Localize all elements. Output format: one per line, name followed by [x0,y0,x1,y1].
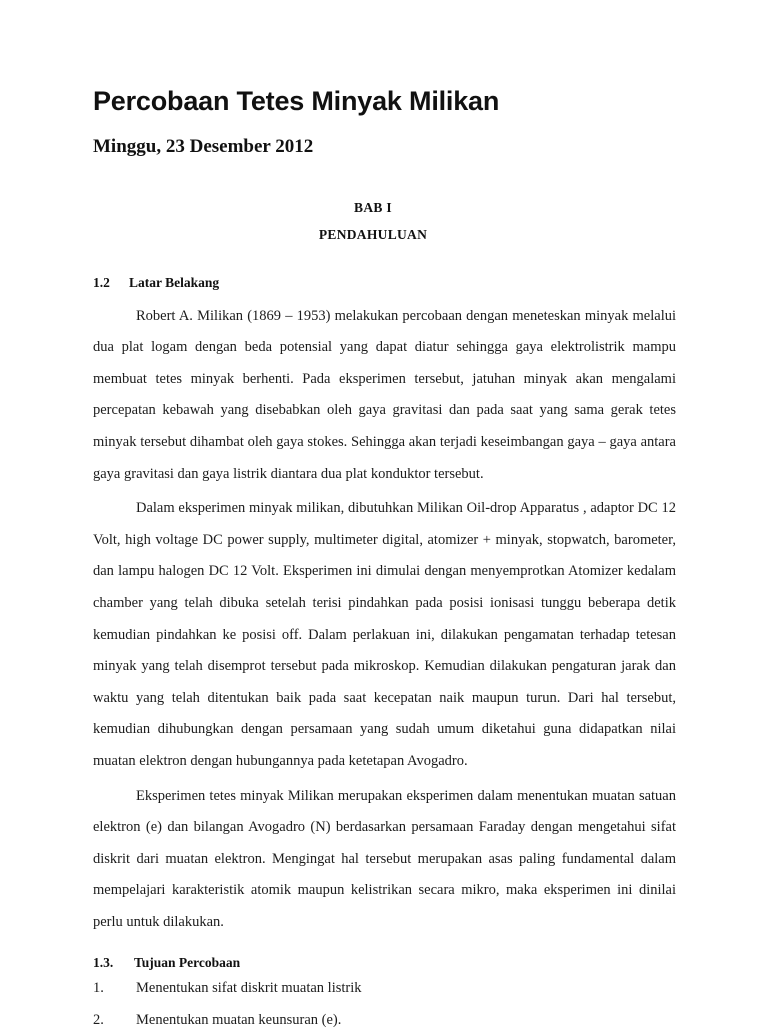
section-title: Latar Belakang [129,275,220,291]
paragraph-background-2: Dalam eksperimen minyak milikan, dibutuhkan Milikan Oil-drop Apparatus , adaptor DC 12 Volt, high voltage DC power supply, multimeter digital, atomizer + minyak, stopwatch, barometer, dan lampu halogen DC 12 Volt. Eksperimen ini dimulai dengan menyemprotkan Atomizer kedalam chamber yang telah dibuka setelah terisi pindahkan pada posisi ionisasi tunggu beberapa detik kemudian pindahkan ke posisi off. Dalam perlakuan ini, dilakukan pengamatan terhadap tetesan minyak yang telah disemprot tersebut pada mikroskop. Kemudian dilakukan pengaturan jarak dan waktu yang telah ditentukan baik pada saat kecepatan naik maupun turun. Dari hal tersebut, kemudian dihubungkan dengan persamaan yang sudah umum diketahui guna didapatkan nilai muatan elektron dengan hubungannya pada ketetapan Avogadro. [93,500,676,769]
list-item [93,973,676,1005]
chapter-subheading: PENDAHULUAN [318,226,428,242]
chapter-heading: BAB I [354,200,392,216]
paragraph-background-3: Eksperimen tetes minyak Milikan merupakan eksperimen dalam menentukan muatan satuan elektron (e) dan bilangan Avogadro (N) berdasarkan persamaan Faraday dengan mengetahui sifat diskrit dari muatan elektron. Mengingat hal tersebut merupakan asas paling fundamental dalam mempelajari karakteristik atomik maupun kelistrikan secara mikro, maka eksperimen ini dinilai perlu untuk dilakukan. [93,787,676,930]
page-title: Percobaan Tetes Minyak Milikan [93,86,500,116]
document-content [93,0,676,1036]
document-date: Minggu, 23 Desember 2012 [93,136,314,158]
paragraph-background-1: Robert A. Milikan (1869 – 1953) melakukan percobaan dengan meneteskan minyak melalui dua plat logam dengan beda potensial yang dapat diatur sehingga gaya elektrolistrik mampu membuat tetes minyak berhenti. Pada eksperimen tersebut, jatuhan minyak akan mengalami percepatan kebawah yang disebabkan oleh gaya gravitasi dan pada saat yang sama gerak tetes minyak tersebut dihambat oleh gaya stokes. Sehingga akan terjadi keseimbangan gaya – gaya antara gaya gravitasi dan gaya listrik diantara dua plat konduktor tersebut. [93,307,676,482]
list-item-marker: 1. [93,980,104,997]
list-item [93,1005,676,1036]
list-item-marker: 2. [93,1011,104,1028]
section-heading-latar-belakang [93,241,676,290]
section-number: 1.3. [93,954,114,970]
objectives-list [93,969,676,1036]
section-heading-tujuan-percobaan [93,939,676,970]
list-item-label: Menentukan muatan keunsuran (e). [136,1011,342,1028]
section-title: Tujuan Percobaan [134,954,241,970]
list-item-label: Menentukan sifat diskrit muatan listrik [136,980,362,997]
section-number: 1.2 [93,275,110,291]
